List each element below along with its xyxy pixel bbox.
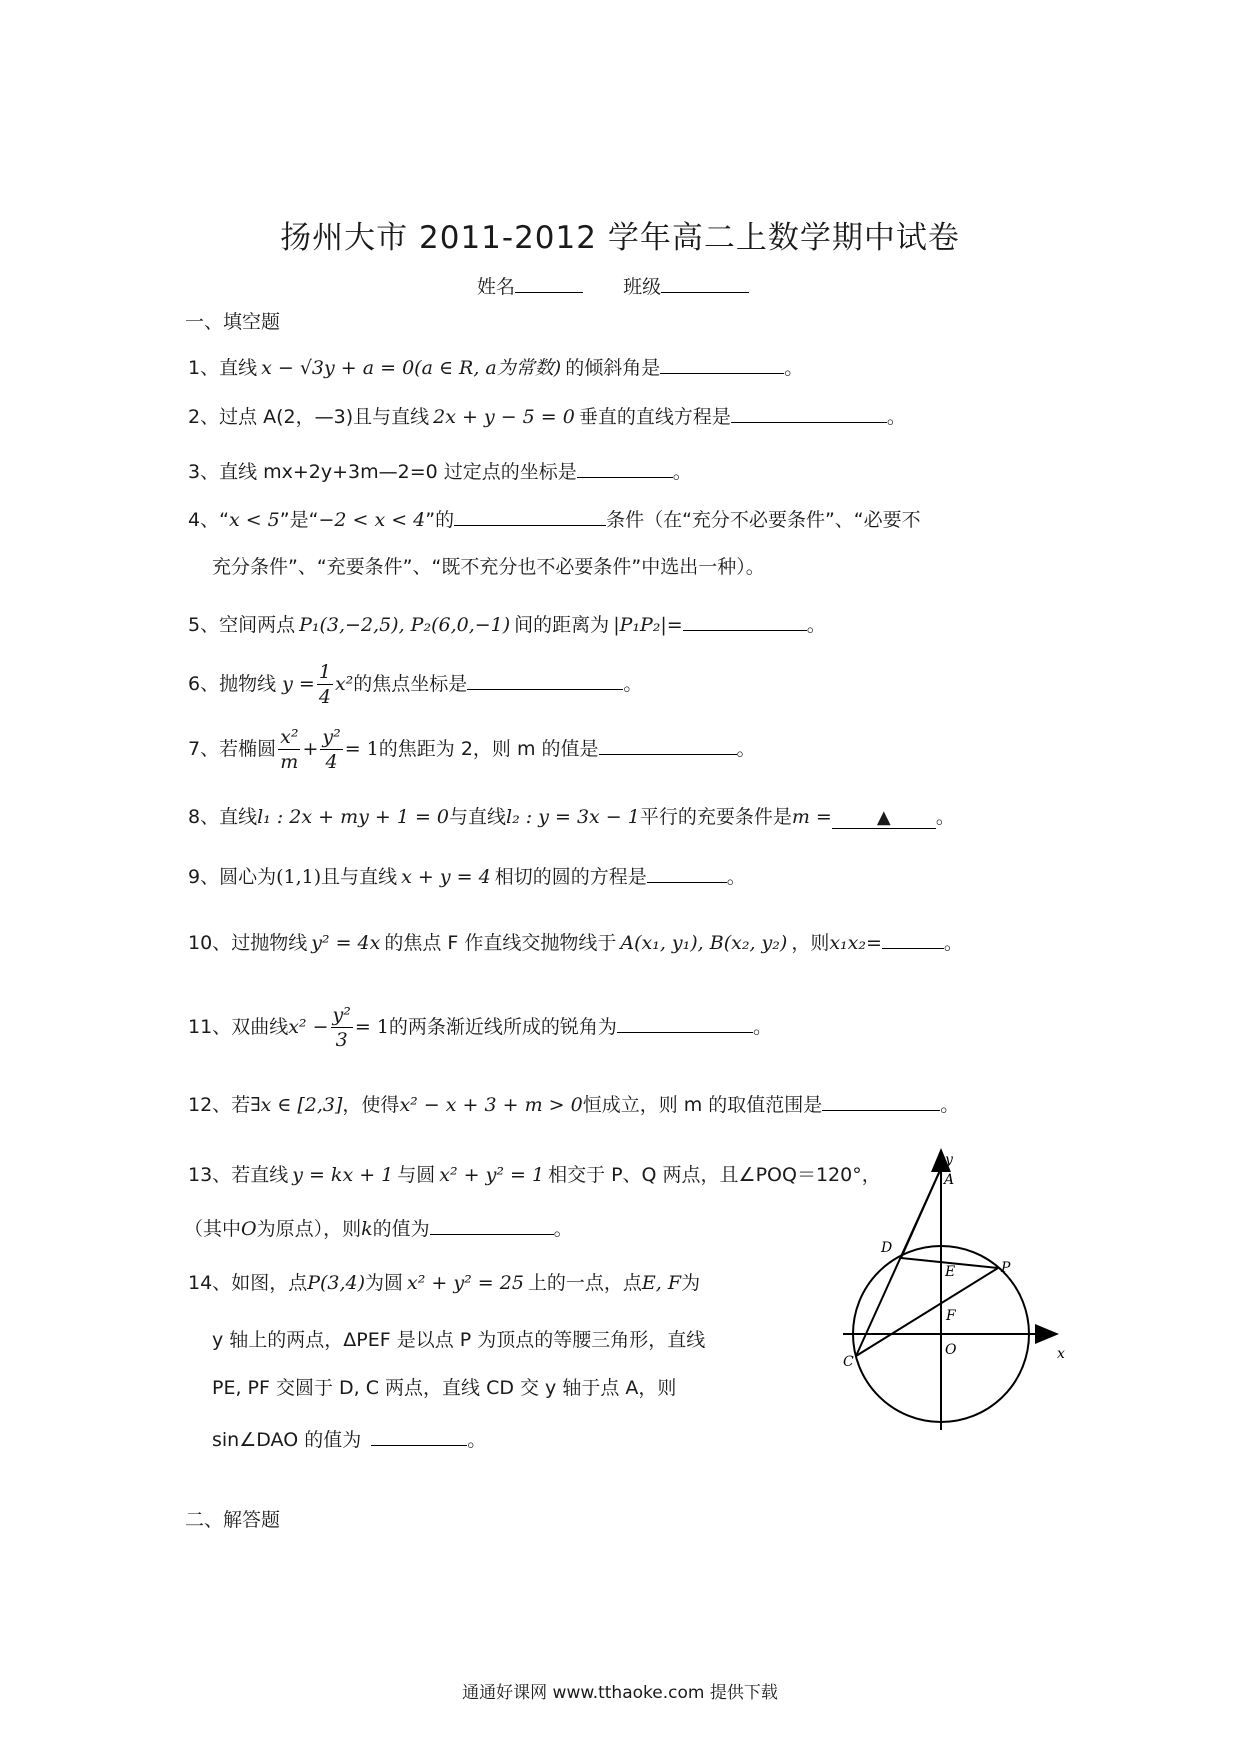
q2-answer-blank[interactable] xyxy=(731,402,887,423)
q9-num: 9、 xyxy=(188,866,220,888)
question-8 xyxy=(188,802,955,829)
q6-rhs: x² xyxy=(334,673,354,695)
q14-end: 。 xyxy=(467,1429,487,1451)
q4-math1: x < 5 xyxy=(228,509,280,531)
question-1 xyxy=(188,353,803,380)
q1-num: 1、 xyxy=(188,357,220,379)
name-label: 姓名 xyxy=(477,276,516,298)
q13-text-b: 为原点），则 xyxy=(256,1218,362,1240)
label-D: D xyxy=(881,1240,893,1256)
q7-fraction1 xyxy=(278,725,300,774)
question-3 xyxy=(188,457,692,484)
q7-eq: = 1 xyxy=(344,738,379,760)
class-label: 班级 xyxy=(623,276,662,298)
q14-post2: 为 xyxy=(681,1272,701,1294)
name-class-line xyxy=(477,272,749,299)
question-5 xyxy=(188,610,826,637)
question-14-line3: PE, PF 交圆于 D, C 两点，直线 CD 交 y 轴于点 A，则 xyxy=(212,1377,677,1399)
question-12 xyxy=(188,1090,959,1117)
q7-f2-den: 4 xyxy=(325,751,338,773)
q10-num: 10、 xyxy=(188,932,232,954)
q7-f1-den: m xyxy=(280,751,299,773)
q13-pre: 若直线 xyxy=(231,1164,289,1186)
q11-eq: = 1 xyxy=(354,1016,389,1038)
q6-num: 6、 xyxy=(188,673,220,695)
q1-end: 。 xyxy=(784,357,804,379)
q4-text1: ”是“ xyxy=(279,509,319,531)
q11-fraction xyxy=(331,1003,353,1052)
q4-answer-blank[interactable] xyxy=(454,505,606,526)
q10-mid: 的焦点 F 作直线交抛物线于 xyxy=(384,932,617,954)
q11-lhs: x² − xyxy=(288,1016,329,1038)
q12-end: 。 xyxy=(940,1094,960,1116)
question-10 xyxy=(188,928,963,955)
q9-math2: x + y = 4 xyxy=(401,866,491,888)
q7-f1-num: x² xyxy=(280,726,299,748)
question-2 xyxy=(188,402,906,429)
q13-o: O xyxy=(241,1218,257,1240)
q6-fraction xyxy=(317,660,333,709)
q8-answer-triangle[interactable]: ▲ xyxy=(832,807,936,829)
q12-mid: ，使得 xyxy=(342,1094,400,1116)
q11-num: 11、 xyxy=(188,1016,232,1038)
line-DA xyxy=(901,1166,942,1258)
q13-num: 13、 xyxy=(188,1164,232,1186)
q6-answer-blank[interactable] xyxy=(467,669,623,690)
label-E: E xyxy=(945,1264,956,1280)
q7-f2-num: y² xyxy=(322,726,341,748)
q13-post: 相交于 P、Q 两点，且∠POQ＝120°， xyxy=(548,1164,881,1186)
question-11 xyxy=(188,1003,772,1052)
q8-post: 平行的充要条件是 xyxy=(639,806,792,828)
q7-plus: + xyxy=(302,738,319,760)
q5-end: 。 xyxy=(806,614,826,636)
question-7 xyxy=(188,725,756,774)
q6-numerator: 1 xyxy=(318,661,331,683)
q6-post: 的焦点坐标是 xyxy=(353,673,468,695)
q7-num: 7、 xyxy=(188,738,220,760)
q11-answer-blank[interactable] xyxy=(617,1012,753,1033)
question-14 xyxy=(188,1268,700,1295)
q9-post: 相切的圆的方程是 xyxy=(494,866,647,888)
q4-math2: −2 < x < 4 xyxy=(318,509,426,531)
q7-pre: 若椭圆 xyxy=(219,738,277,760)
q1-pre: 直线 xyxy=(219,357,258,379)
q6-lhs: y = xyxy=(282,673,315,695)
question-13-line2 xyxy=(184,1214,573,1241)
line-CP xyxy=(856,1268,998,1356)
q8-mid: 与直线 xyxy=(449,806,507,828)
question-14-line4 xyxy=(212,1425,486,1452)
q5-mid: 间的距离为 xyxy=(514,614,610,636)
q8-pre: 直线 xyxy=(219,806,258,828)
q11-end: 。 xyxy=(752,1016,772,1038)
q3-num: 3、 xyxy=(188,461,220,483)
q5-math: P₁(3,−2,5), P₂(6,0,−1) xyxy=(299,614,511,636)
q12-post: 恒成立，则 m 的取值范围是 xyxy=(582,1094,823,1116)
q14-math1: P(3,4) xyxy=(307,1272,366,1294)
q10-math3: x₁x₂ xyxy=(829,932,866,954)
question-13 xyxy=(188,1160,881,1187)
label-A: A xyxy=(944,1172,955,1188)
q9-math1: (1,1) xyxy=(276,866,322,888)
q8-math2: l₂ : y = 3x − 1 xyxy=(506,806,640,828)
q2-pre: 过点 A(2，—3)且与直线 xyxy=(219,406,430,428)
q10-answer-blank[interactable] xyxy=(882,928,944,949)
q1-answer-blank[interactable] xyxy=(660,353,784,374)
q10-post: ，则 xyxy=(791,932,830,954)
label-y: y xyxy=(945,1152,953,1168)
q10-math1: y² = 4x xyxy=(311,932,381,954)
q2-num: 2、 xyxy=(188,406,220,428)
q7-post: 的焦距为 2，则 m 的值是 xyxy=(378,738,599,760)
question-4 xyxy=(188,505,921,532)
q12-math1: ∃x ∈ [2,3] xyxy=(250,1094,343,1116)
q10-pre: 过抛物线 xyxy=(231,932,308,954)
q4-text2: ”的 xyxy=(425,509,455,531)
label-P: P xyxy=(1001,1260,1011,1276)
q11-pre: 双曲线 xyxy=(231,1016,289,1038)
q3-answer-blank[interactable] xyxy=(577,457,673,478)
q14-line4-text: sin∠DAO 的值为 xyxy=(212,1429,362,1451)
q11-denominator: 3 xyxy=(335,1029,348,1051)
q11-post: 的两条渐近线所成的锐角为 xyxy=(388,1016,617,1038)
q7-answer-blank[interactable] xyxy=(599,734,737,755)
q1-math: x − √3y + a = 0(a ∈ R, a为常数) xyxy=(261,357,562,379)
q4-quote-open: “ xyxy=(219,509,229,531)
q10-math2: A(x₁, y₁), B(x₂, y₂) xyxy=(620,932,788,954)
q13-text-a: （其中 xyxy=(184,1218,242,1240)
q9-answer-blank[interactable] xyxy=(647,862,727,883)
q6-pre: 抛物线 xyxy=(219,673,277,695)
question-9 xyxy=(188,862,746,889)
class-blank[interactable] xyxy=(661,272,749,293)
q1-post: 的倾斜角是 xyxy=(565,357,661,379)
q13-mid: 与圆 xyxy=(397,1164,436,1186)
q3-end: 。 xyxy=(672,461,692,483)
q14-post: 上的一点，点 xyxy=(527,1272,642,1294)
q9-end: 。 xyxy=(726,866,746,888)
q13-text-c: 的值为 xyxy=(372,1218,430,1240)
q14-ef: E, F xyxy=(641,1272,682,1294)
q13-math1: y = kx + 1 xyxy=(292,1164,394,1186)
q13-end: 。 xyxy=(553,1218,573,1240)
q14-mid: 为圆 xyxy=(365,1272,404,1294)
q5-num: 5、 xyxy=(188,614,220,636)
q12-math2: x² − x + 3 + m > 0 xyxy=(399,1094,583,1116)
q8-num: 8、 xyxy=(188,806,220,828)
q14-math2: x² + y² = 25 xyxy=(407,1272,524,1294)
question-4-line2: 充分条件”、“充要条件”、“既不充分也不必要条件”中选出一种）。 xyxy=(212,556,765,578)
q8-math1: l₁ : 2x + my + 1 = 0 xyxy=(257,806,450,828)
q2-math: 2x + y − 5 = 0 xyxy=(433,406,575,428)
q4-text3: 条件（在“充分不必要条件”、“必要不 xyxy=(606,509,921,531)
q13-answer-blank[interactable] xyxy=(430,1214,554,1235)
q13-k: k xyxy=(361,1218,373,1240)
q10-end: 。 xyxy=(943,932,963,954)
q8-end: 。 xyxy=(935,806,955,828)
q10-eq: = xyxy=(866,932,882,954)
q5-answer-blank[interactable] xyxy=(683,610,807,631)
question-6 xyxy=(188,660,642,709)
q3-pre: 直线 mx+2y+3m—2=0 过定点的坐标是 xyxy=(219,461,577,483)
section-fill-in: 一、填空题 xyxy=(185,311,281,333)
q5-abs: |P₁P₂| xyxy=(613,614,667,636)
q12-num: 12、 xyxy=(188,1094,232,1116)
question-14-line2: y 轴上的两点，ΔPEF 是以点 P 为顶点的等腰三角形，直线 xyxy=(212,1329,706,1351)
q7-fraction2 xyxy=(320,725,342,774)
q2-end: 。 xyxy=(886,406,906,428)
q6-end: 。 xyxy=(623,673,643,695)
q13-math2: x² + y² = 1 xyxy=(439,1164,545,1186)
q4-num: 4、 xyxy=(188,509,220,531)
page-title: 扬州大市 2011-2012 学年高二上数学期中试卷 xyxy=(280,220,960,256)
q14-num: 14、 xyxy=(188,1272,232,1294)
q9-mid: 且与直线 xyxy=(321,866,398,888)
name-blank[interactable] xyxy=(515,272,583,293)
label-O: O xyxy=(945,1342,957,1358)
geometry-figure xyxy=(835,1148,1075,1430)
label-C: C xyxy=(843,1354,854,1370)
q11-numerator: y² xyxy=(332,1004,351,1026)
q2-post: 垂直的直线方程是 xyxy=(578,406,731,428)
q14-answer-blank[interactable] xyxy=(371,1425,467,1446)
q12-answer-blank[interactable] xyxy=(822,1090,940,1111)
label-F: F xyxy=(946,1308,956,1324)
q8-math3: m = xyxy=(791,806,832,828)
q9-pre: 圆心为 xyxy=(219,866,277,888)
label-x: x xyxy=(1057,1346,1065,1362)
q14-pre: 如图，点 xyxy=(231,1272,308,1294)
q5-pre: 空间两点 xyxy=(219,614,296,636)
q6-denominator: 4 xyxy=(318,686,331,708)
q7-end: 。 xyxy=(736,738,756,760)
q5-eq: = xyxy=(666,614,683,636)
q12-pre: 若 xyxy=(231,1094,251,1116)
footer: 通通好课网 www.tthaoke.com 提供下载 xyxy=(462,1683,778,1703)
section-answer: 二、解答题 xyxy=(185,1509,281,1531)
